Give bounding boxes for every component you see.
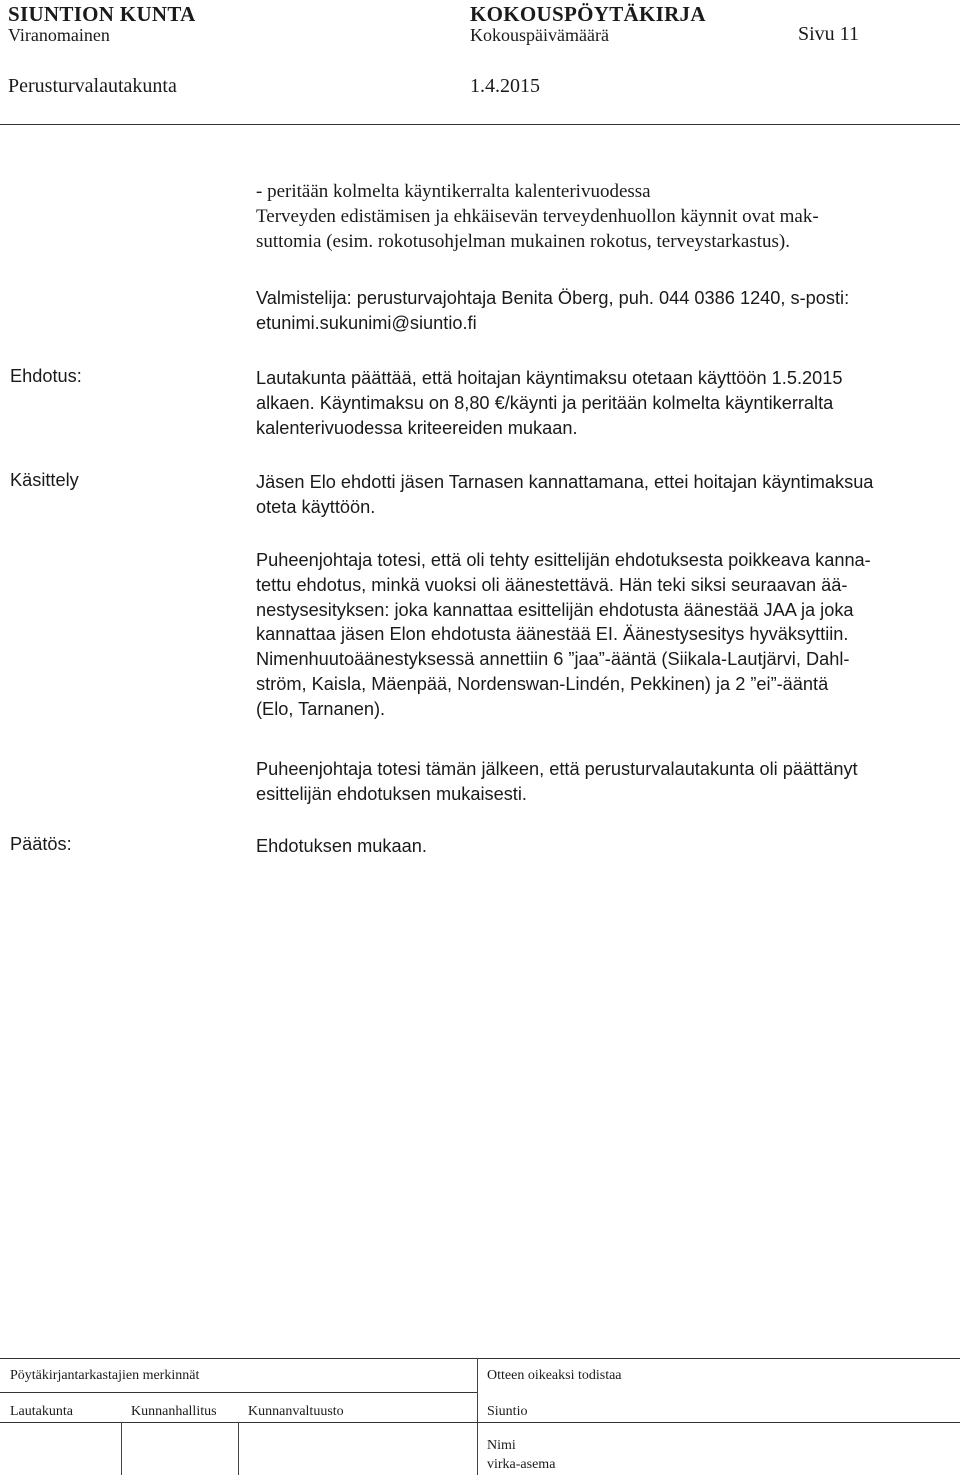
vote-line: ström, Kaisla, Mäenpää, Nordenswan-Lindén, Pekkinen) ja 2 ”ei”-ääntä (256, 673, 829, 694)
handling-line: Jäsen Elo ehdotti jäsen Tarnasen kannattamana, ettei hoitajan käyntimaksua (256, 472, 874, 492)
preparer-line: Valmistelija: perusturvajohtaja Benita Öberg, puh. 044 0386 1240, s-posti: (256, 288, 850, 308)
vote-line: tettu ehdotus, minkä vuoksi oli äänestettävä. Hän teki siksi seuraavan ää- (256, 574, 848, 595)
footer-title-label: virka-asema (487, 1457, 556, 1472)
result-paragraph (256, 757, 956, 807)
proposal-line: kalenterivuodessa kriteereiden mukaan. (256, 417, 578, 438)
meeting-date: 1.4.2015 (470, 75, 540, 97)
authority-name: Perusturvalautakunta (8, 75, 177, 97)
handling-line: oteta käyttöön. (256, 496, 376, 517)
footer-columns-rule (0, 1422, 960, 1423)
footer-col-council: Kunnanvaltuusto (248, 1404, 344, 1419)
intro-line: suttomia (esim. rokotusohjelman mukainen rokotus, terveystarkastus). (256, 230, 791, 252)
header-divider (0, 124, 960, 125)
footer-column-divider (477, 1358, 478, 1475)
decision-text: Ehdotuksen mukaan. (256, 836, 427, 856)
intro-line: - peritään kolmelta käyntikerralta kalenterivuodessa (256, 181, 651, 202)
result-line: esittelijän ehdotuksen mukaisesti. (256, 783, 527, 804)
vote-line: (Elo, Tarnanen). (256, 698, 386, 719)
footer-sign-divider-1 (121, 1422, 122, 1475)
decision-label: Päätös: (10, 834, 72, 854)
proposal-label: Ehdotus: (10, 366, 82, 386)
footer-col-executive: Kunnanhallitus (131, 1404, 217, 1419)
footer-name-label: Nimi (487, 1438, 516, 1453)
proposal-line: alkaen. Käyntimaksu on 8,80 €/käynti ja peritään kolmelta käyntikerralta (256, 392, 834, 413)
vote-line: Nimenhuutoäänestyksessä annettiin 6 ”jaa”-ääntä (Siikala-Lautjärvi, Dahl- (256, 649, 850, 670)
footer-sign-divider-2 (238, 1422, 239, 1475)
footer-top-rule (0, 1358, 960, 1359)
preparer-paragraph (256, 286, 956, 336)
footer-place: Siuntio (487, 1404, 528, 1419)
reviewers-label: Pöytäkirjantarkastajien merkinnät (10, 1368, 200, 1383)
municipality-name: SIUNTION KUNTA (8, 2, 196, 26)
proposal-line: Lautakunta päättää, että hoitajan käyntimaksu otetaan käyttöön 1.5.2015 (256, 368, 843, 388)
footer-reviewers-rule (0, 1392, 477, 1393)
certified-label: Otteen oikeaksi todistaa (487, 1368, 622, 1383)
document-type: KOKOUSPÖYTÄKIRJA (470, 2, 706, 26)
vote-line: Puheenjohtaja totesi, että oli tehty esittelijän ehdotuksesta poikkeava kanna- (256, 550, 871, 570)
handling-paragraph (256, 470, 956, 520)
meeting-date-label: Kokouspäivämäärä (470, 25, 609, 45)
page-number: Sivu 11 (798, 23, 859, 45)
preparer-line: etunimi.sukunimi@siuntio.fi (256, 312, 477, 333)
proposal-paragraph (256, 366, 956, 440)
result-line: Puheenjohtaja totesi tämän jälkeen, että perusturvalautakunta oli päättänyt (256, 759, 858, 779)
vote-line: kannattaa jäsen Elon ehdotusta äänestää EI. Äänestysesitys hyväksyttiin. (256, 624, 849, 645)
vote-paragraph (256, 548, 956, 722)
authority-label: Viranomainen (8, 25, 110, 45)
intro-paragraph (256, 180, 956, 254)
footer-col-board: Lautakunta (10, 1404, 73, 1419)
handling-label: Käsittely (10, 470, 79, 490)
vote-line: nestysesityksen: joka kannattaa esittelijän ehdotusta äänestää JAA ja joka (256, 599, 854, 620)
intro-line: Terveyden edistämisen ja ehkäisevän terveydenhuollon käynnit ovat mak- (256, 205, 819, 227)
